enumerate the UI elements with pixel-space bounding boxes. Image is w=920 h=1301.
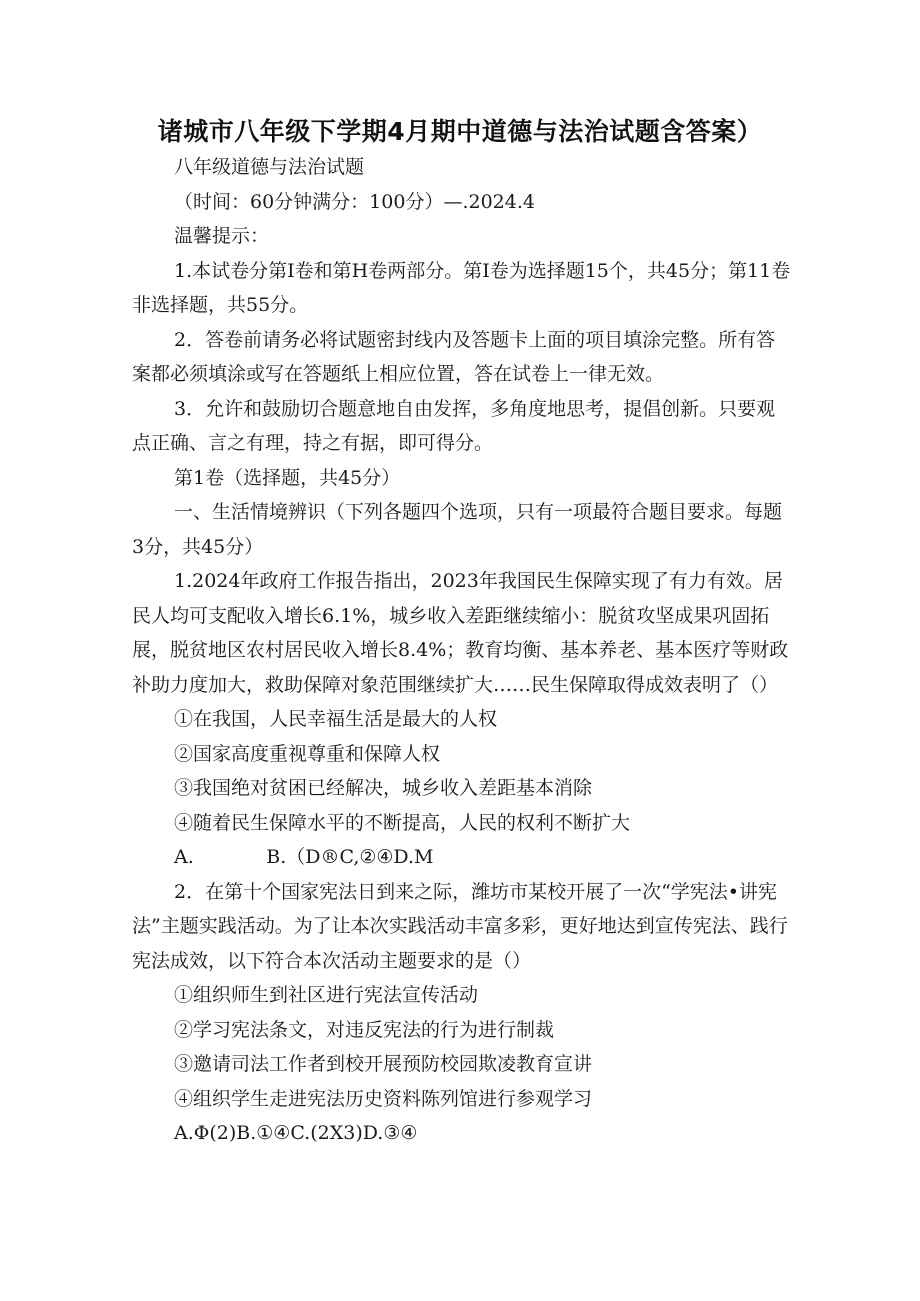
question-1-option: ④随着民生保障水平的不断提高，人民的权利不断扩大: [174, 811, 631, 834]
document-title: 诸城市八年级下学期4月期中道德与法治试题含答案）: [157, 117, 763, 146]
question-2-option: ②学习宪法条文，对违反宪法的行为进行制裁: [174, 1018, 555, 1041]
question-1-option: ③我国绝对贫困已经解决，城乡收入差距基本消除: [174, 777, 593, 799]
notice-item: 3．允许和鼓励切合题意地自由发挥，多角度地思考，提倡创新。只要观点正确、言之有理，持之有据，即可得分。: [132, 397, 776, 454]
document-body: [132, 150, 792, 1151]
time-info: （时间：60分钟满分：100分）—.2024.4: [174, 190, 535, 213]
question-2-option: ③邀请司法工作者到校开展预防校园欺凌教育宣讲: [174, 1053, 593, 1075]
notice-item: 1.本试卷分第I卷和第H卷两部分。第I卷为选择题15个，共45分；第11卷非选择题，共55分。: [132, 259, 791, 316]
question-1-option: ①在我国，人民幸福生活是最大的人权: [174, 708, 498, 730]
question-2-option: ④组织学生走进宪法历史资料陈列馆进行参观学习: [174, 1087, 593, 1110]
question-1-stem: 1.2024年政府工作报告指出，2023年我国民生保障实现了有力有效。居民人均可支配收入增长6.1%，城乡收入差距继续缩小：脱贫攻坚成果巩固拓展，脱贫地区农村居民收入增长8.4%；教育均衡、基本养老、基本医疗等财政补助力度加大，救助保障对象范围继续扩大……民生保障取得成效表明了（）: [132, 570, 789, 696]
question-2-option: ①组织师生到社区进行宪法宣传活动: [174, 984, 479, 1006]
question-2-answers: A.Φ(2)B.①④C.(2X3)D.③④: [174, 1122, 418, 1144]
question-2-stem: 2．在第十个国家宪法日到来之际，潍坊市某校开展了一次“学宪法•讲宪法”主题实践活动。为了让本次实践活动丰富多彩，更好地达到宣传宪法、践行宪法成效，以下符合本次活动主题要求的是（）: [132, 880, 788, 972]
section-heading: 第1卷（选择题，共45分）: [174, 466, 401, 489]
question-1-answers: A. B.（D®C,②④D.M: [174, 846, 434, 868]
exam-subtitle: 八年级道德与法治试题: [174, 156, 365, 178]
notice-heading: 温馨提示：: [174, 225, 270, 247]
question-1-option: ②国家高度重视尊重和保障人权: [174, 742, 441, 765]
part-heading: 一、生活情境辨识（下列各题四个选项，只有一项最符合题目要求。每题3分，共45分）: [132, 501, 783, 558]
notice-item: 2．答卷前请务必将试题密封线内及答题卡上面的项目填涂完整。所有答案都必须填涂或写在答题纸上相应位置，答在试卷上一律无效。: [132, 328, 776, 385]
